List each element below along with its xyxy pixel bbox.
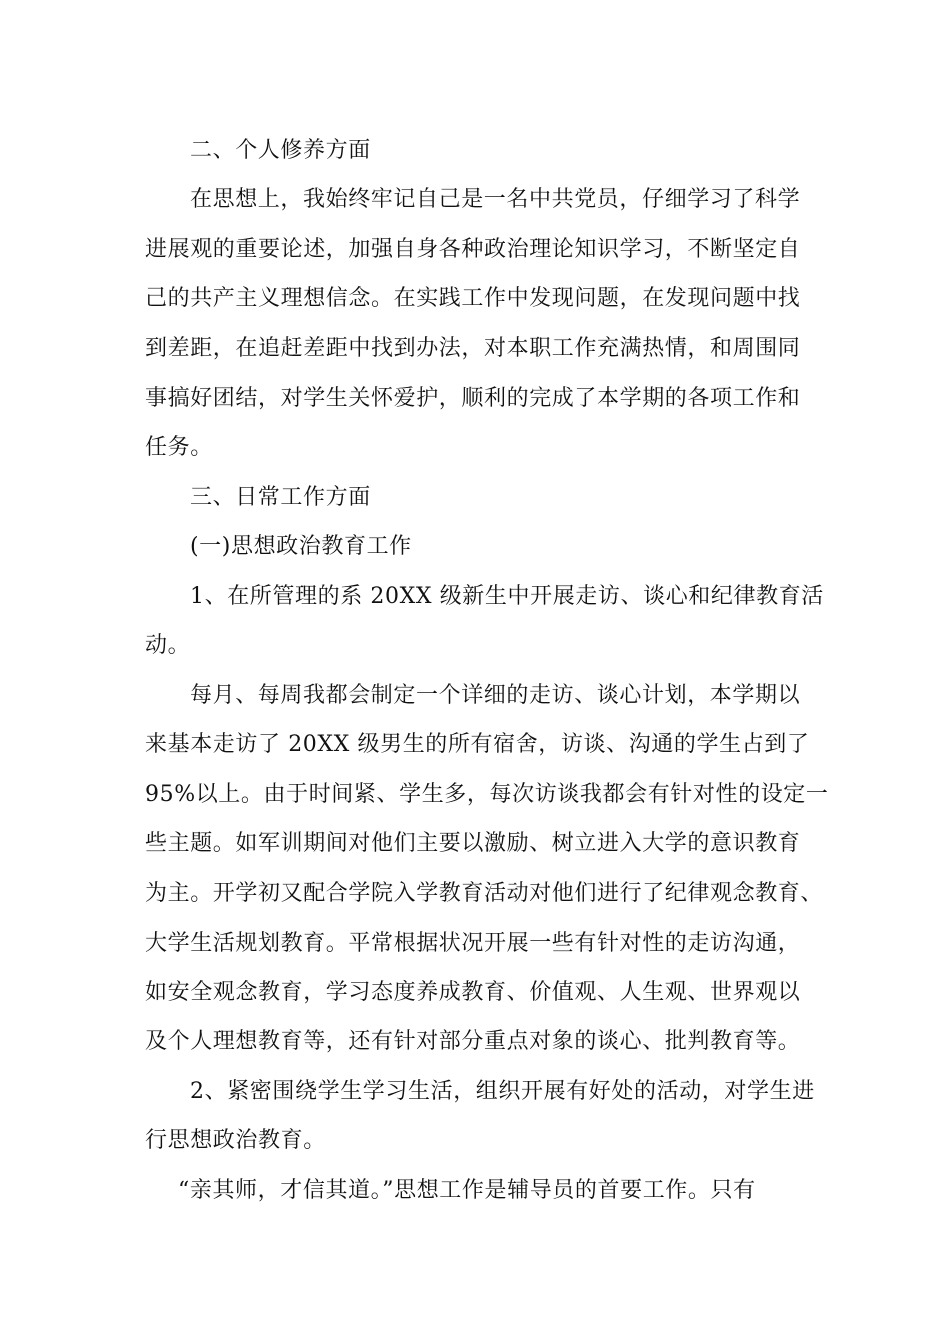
paragraph-line: 进展观的重要论述，加强自身各种政治理论知识学习，不断坚定自 bbox=[145, 237, 801, 262]
paragraph-line: 为主。开学初又配合学院入学教育活动对他们进行了纪律观念教育、 bbox=[145, 881, 824, 906]
paragraph-line: 事搞好团结，对学生关怀爱护，顺利的完成了本学期的各项工作和 bbox=[145, 386, 801, 411]
paragraph-line: 每月、每周我都会制定一个详细的走访、谈心计划，本学期以 bbox=[190, 683, 801, 708]
section-heading-personal-cultivation: 二、个人修养方面 bbox=[190, 138, 371, 163]
section-heading-daily-work: 三、日常工作方面 bbox=[190, 485, 371, 510]
paragraph-line: 2、紧密围绕学生学习生活，组织开展有好处的活动，对学生进 bbox=[190, 1079, 815, 1104]
paragraph-line: 到差距，在追赶差距中找到办法，对本职工作充满热情，和周围同 bbox=[145, 336, 801, 361]
paragraph-line: 1、在所管理的系 20XX 级新生中开展走访、谈心和纪律教育活 bbox=[190, 584, 824, 609]
paragraph-line: 行思想政治教育。 bbox=[145, 1128, 326, 1153]
paragraph-line: 动。 bbox=[145, 633, 191, 658]
paragraph-line: 95%以上。由于时间紧、学生多，每次访谈我都会有针对性的设定一 bbox=[145, 782, 829, 807]
paragraph-line: 如安全观念教育，学习态度养成教育、价值观、人生观、世界观以 bbox=[145, 980, 801, 1005]
subsection-heading-ideological-education: (一)思想政治教育工作 bbox=[190, 534, 412, 559]
paragraph-line: 在思想上，我始终牢记自己是一名中共党员，仔细学习了科学 bbox=[190, 187, 801, 212]
paragraph-line: 任务。 bbox=[145, 435, 213, 460]
paragraph-line: 来基本走访了 20XX 级男生的所有宿舍，访谈、沟通的学生占到了 bbox=[145, 732, 810, 757]
paragraph-line: 及个人理想教育等，还有针对部分重点对象的谈心、批判教育等。 bbox=[145, 1029, 801, 1054]
paragraph-line: 大学生活规划教育。平常根据状况开展一些有针对性的走访沟通， bbox=[145, 931, 801, 956]
paragraph-line: 些主题。如军训期间对他们主要以激励、树立进入大学的意识教育 bbox=[145, 831, 801, 856]
paragraph-line: “亲其师，才信其道。”思想工作是辅导员的首要工作。只有 bbox=[178, 1178, 756, 1203]
paragraph-line: 己的共产主义理想信念。在实践工作中发现问题，在发现问题中找 bbox=[145, 286, 801, 311]
